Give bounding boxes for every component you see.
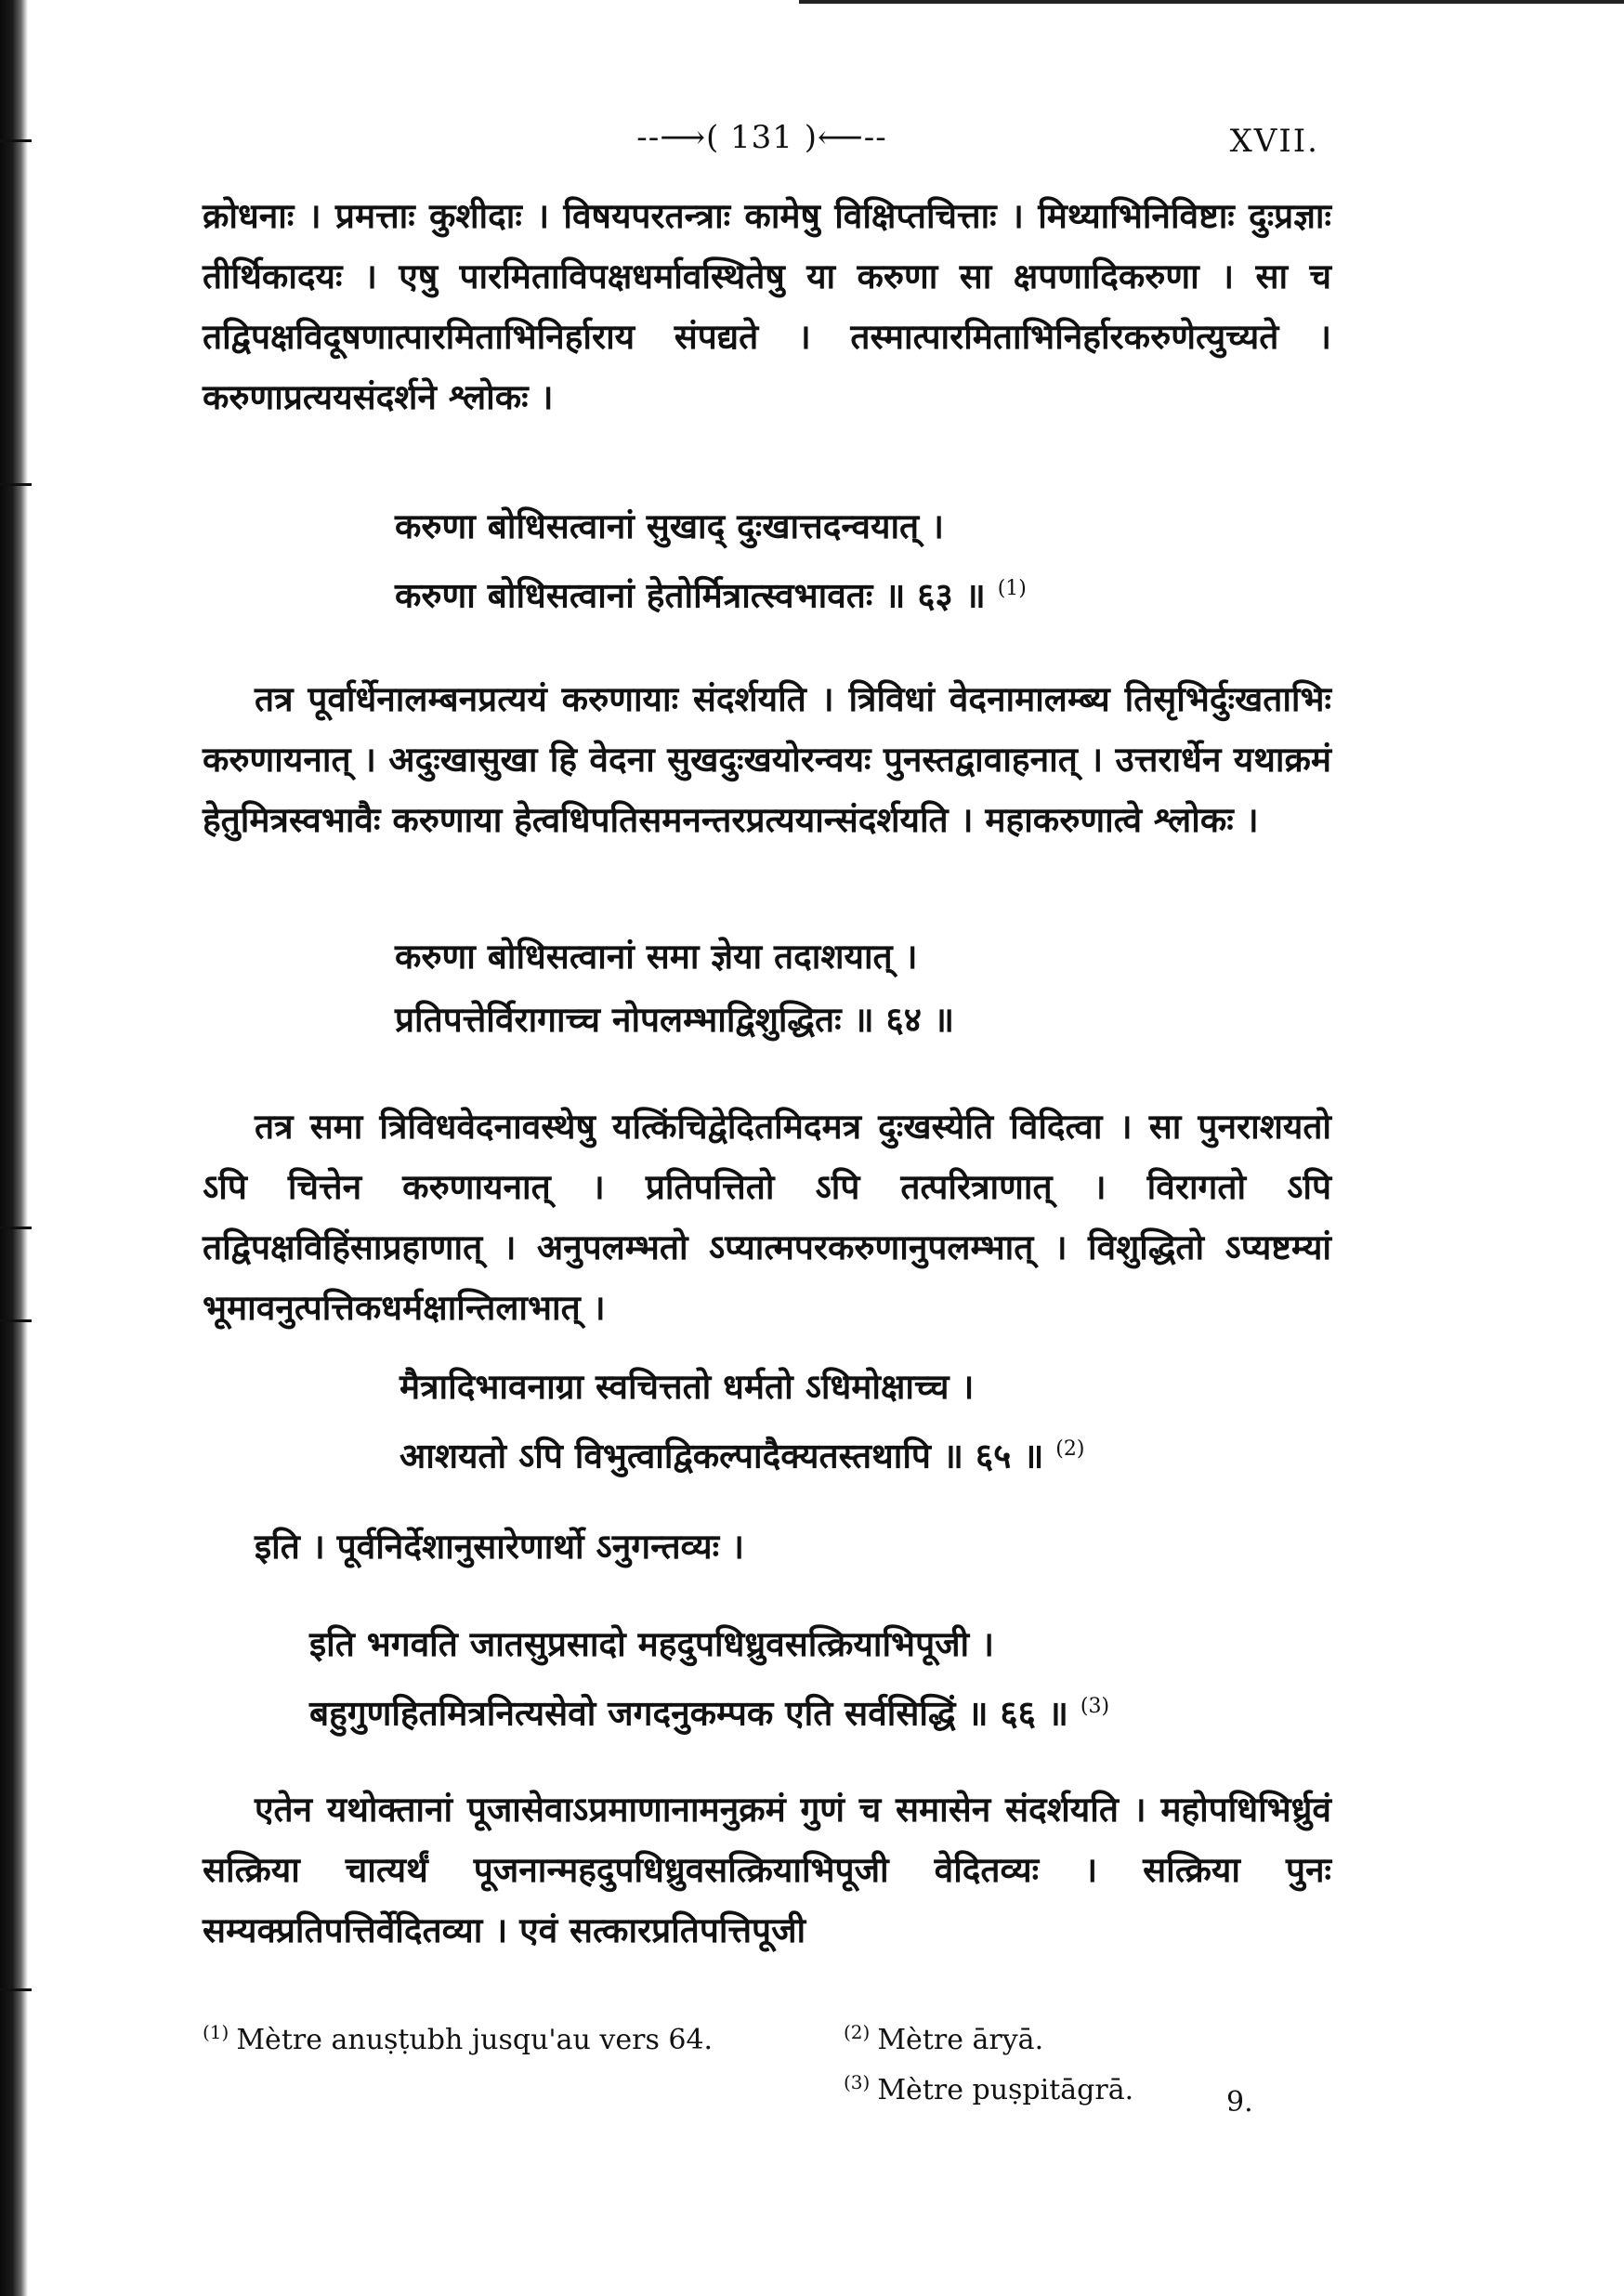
paragraph-3: तत्र समा त्रिविधवेदनावस्थेषु यत्किंचिद्वेदितमिदमत्र दुःखस्येति विदित्वा । सा पुनराशयतो ऽपि चित्तेन करुणायनात् । प्रतिपत्तितो ऽपि तत्परित्राणात् । विरागतो ऽपि तद्विपक्षविहिंसाप्रहाणात् । अनुपलम्भतो ऽप्यात्मपरकरुणानुपलम्भात् । विशुद्धितो ऽप्यष्टम्यां भूमावनुत्पत्तिकधर्मक्षान्तिलाभात् । [203, 1106, 1331, 1328]
paragraph-2: तत्र पूर्वार्धेनालम्बनप्रत्ययं करुणायाः संदर्शयति । त्रिविधां वेदनामालम्ब्य तिसृभिर्दुःखताभिः करुणायनात् । अदुःखासुखा हि वेदना सुखदुःखयोरन्वयः पुनस्तद्वावाहनात् । उत्तरार्धेन यथाक्रमं हेतुमित्रस्वभावैः करुणाया हेत्वधिपतिसमनन्तरप्रत्ययान्संदर्शयति । महाकरुणात्वे श्लोकः । [203, 678, 1331, 840]
footnote-ref-2: (2) [1055, 1437, 1085, 1461]
verse-65 [399, 1355, 1084, 1487]
verse-66 [309, 1612, 1109, 1744]
binding-mark [0, 1988, 32, 1991]
book-binding-edge [0, 0, 28, 2296]
sheet-mark: XVII. [1229, 123, 1319, 160]
verse-65-line-2: आशयतो ऽपि विभुत्वाद्विकल्पादैक्यतस्तथापि ॥ ६५ ॥ $^{(2)}$ [399, 1435, 1085, 1476]
footnote-2-mark: (2) [844, 2021, 871, 2043]
verse-65-line-1: मैत्रादिभावनाग्रा स्वचित्ततो धर्मतो ऽधिमोक्षाच्च । [399, 1366, 975, 1407]
verse-63 [395, 494, 1027, 626]
footnote-1-mark: (1) [203, 2021, 229, 2043]
verse-63-line-1: करुणा बोधिसत्वानां सुखाद् दुःखात्तदन्वयात् । [395, 505, 945, 546]
verse-64 [395, 925, 954, 1051]
verse-66-line-1: इति भगवति जातसुप्रसादो महदुपधिध्रुवसत्क्रियाभिपूजी । [309, 1623, 995, 1664]
binding-mark [0, 1319, 32, 1322]
footnote-3 [844, 2057, 1133, 2116]
signature-mark: 9. [1226, 2086, 1253, 2119]
footnote-ref-3: (3) [1080, 1695, 1110, 1718]
verse-64-line-1: करुणा बोधिसत्वानां समा ज्ञेया तदाशयात् । [395, 936, 918, 977]
footnote-3-mark: (3) [844, 2071, 871, 2093]
paragraph-5: एतेन यथोक्तानां पूजासेवाऽप्रमाणानामनुक्रमं गुणं च समासेन संदर्शयति । महोपधिभिर्ध्रुवं सत्क्रिया चात्यर्थं पूजनान्महदुपधिध्रुवसत्क्रियाभिपूजी वेदितव्यः । सत्क्रिया पुनः सम्यक्प्रतिपत्तिर्वेदितव्या । एवं सत्कारप्रतिपत्तिपूजी [203, 1789, 1331, 1950]
footnote-1-text: Mètre anuṣṭubh jusqu'au vers 64. [236, 2024, 714, 2056]
footnote-3-text: Mètre puṣpitāgrā. [877, 2074, 1134, 2106]
footnote-1 [203, 2007, 760, 2066]
page-top-rule [799, 0, 1624, 4]
verse-63-line-2: करुणा बोधिसत्वानां हेतोर्मित्रात्स्वभावतः ॥ ६३ ॥ $^{(1)}$ [395, 574, 1027, 616]
paragraph-4: इति । पूर्वनिर्देशानुसारेणार्थो ऽनुगन्तव्यः । [255, 1526, 745, 1567]
page-header [0, 119, 1624, 165]
footnote-ref-1: (1) [997, 577, 1027, 600]
verse-64-line-2: प्रतिपत्तेर्विरागाच्च नोपलम्भाद्विशुद्धितः ॥ ६४ ॥ [395, 999, 955, 1040]
binding-mark [0, 1227, 32, 1229]
paragraph-1: क्रोधनाः । प्रमत्ताः कुशीदाः । विषयपरतन्त्राः कामेषु विक्षिप्तचित्ताः । मिथ्याभिनिविष्टाः दुःप्रज्ञाः तीर्थिकादयः । एषु पारमिताविपक्षधर्मावस्थितेषु या करुणा सा क्षपणादिकरुणा । सा च तद्विपक्षविदूषणात्पारमिताभिनिर्हाराय संपद्यते । तस्मात्पारमिताभिनिर्हारकरुणेत्युच्यते । करुणाप्रत्ययसंदर्शने श्लोकः । [203, 195, 1331, 417]
verse-66-line-2: बहुगुणहितमित्रनित्यसेवो जगदनुकम्पक एति सर्वसिद्धिं ॥ ६६ ॥ $^{(3)}$ [309, 1692, 1110, 1734]
page-number: --⟶( 131 )⟵-- [636, 119, 887, 156]
footnote-2-text: Mètre āryā. [877, 2024, 1044, 2056]
binding-mark [0, 483, 32, 486]
